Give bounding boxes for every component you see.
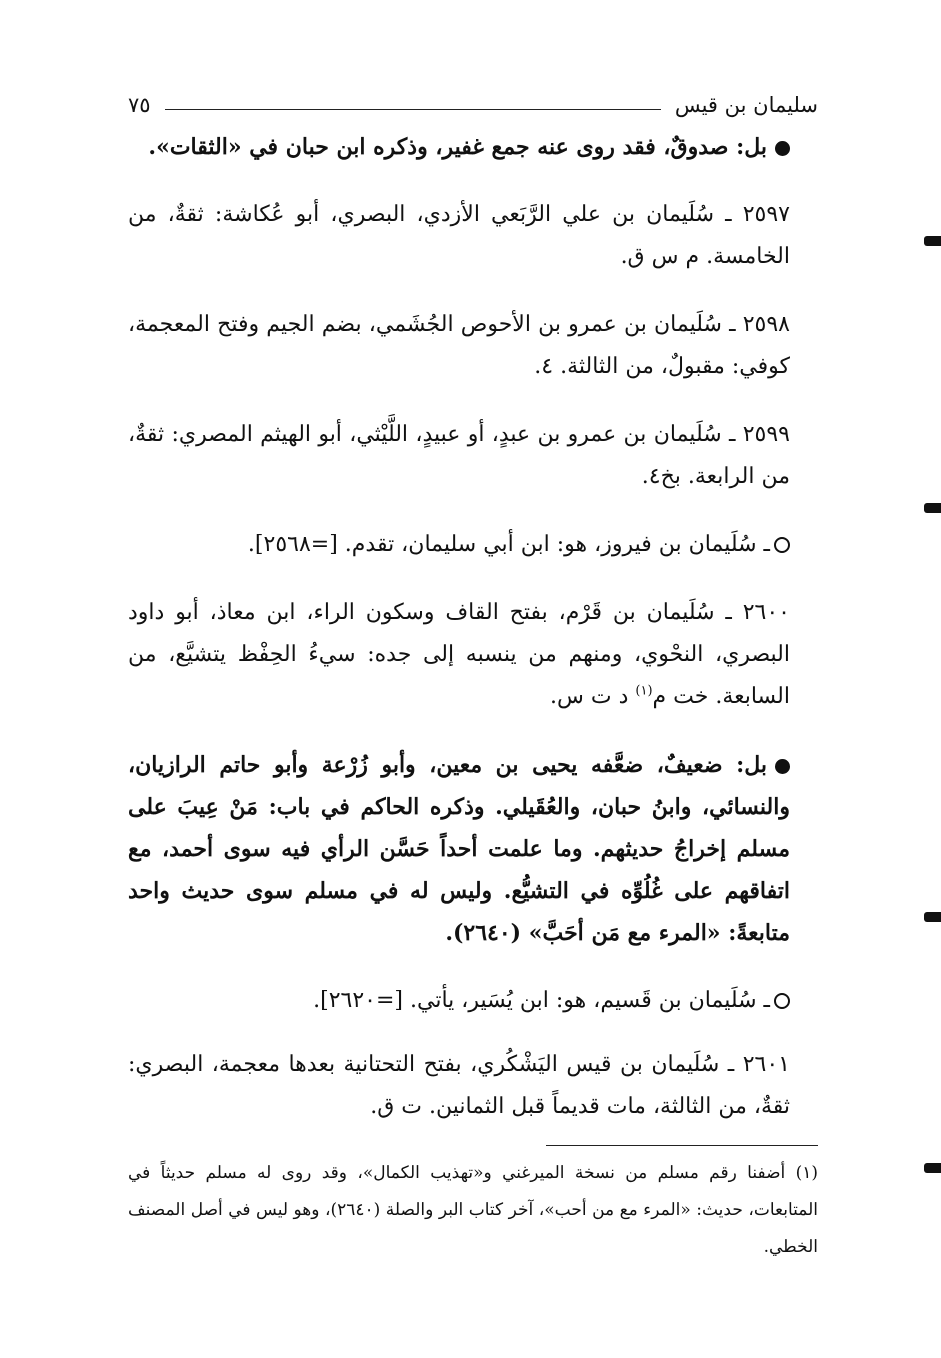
running-title: سليمان بن قيس xyxy=(674,93,818,117)
entry-text: ٢٥٩٧ ـ سُلَيمان بن علي الرَّبَعي الأزدي، البصري، أبو عُكاشة: ثقةٌ، من الخامسة. م س ق. xyxy=(128,202,790,269)
circle-icon xyxy=(774,537,790,553)
entry-2597 xyxy=(128,194,818,278)
bullet-icon xyxy=(775,141,790,156)
footnotes xyxy=(128,1155,818,1266)
entry-text: بل: صدوقٌ، فقد روى عنه جمع غفير، وذكره ابن حبان في «الثقات». xyxy=(148,134,767,160)
entry-comment-1 xyxy=(128,126,818,168)
main-text xyxy=(128,126,818,1154)
page-header xyxy=(128,88,818,122)
entry-2600 xyxy=(128,592,818,718)
margin-mark xyxy=(924,912,941,922)
entry-text: ـ سُلَيمان بن قَسيم، هو: ابن يُسَير، يأتي. [=٢٦٢٠]. xyxy=(313,988,770,1013)
entry-text-cont: د ت س. xyxy=(550,684,629,709)
margin-mark xyxy=(924,1163,941,1173)
footnote-rule xyxy=(546,1145,818,1146)
entry-text: ٢٥٩٨ ـ سُلَيمان بن عمرو بن الأحوص الجُشَمي، بضم الجيم وفتح المعجمة، كوفي: مقبولٌ، من الثالثة. ٤. xyxy=(128,312,790,379)
header-rule xyxy=(165,109,661,110)
margin-mark xyxy=(924,236,941,246)
entry-text: ٢٦٠٠ ـ سُلَيمان بن قَرْم، بفتح القاف وسكون الراء، ابن معاذ، أبو داود البصري، النحْوي، ومنهم من ينسبه إلى جده: سيءُ الحِفْظ يتشيَّع، من السابعة. خت م xyxy=(128,600,790,709)
margin-mark xyxy=(924,503,941,513)
entry-comment-2 xyxy=(128,744,818,954)
entry-text: ـ سُلَيمان بن فيروز، هو: ابن أبي سليمان، تقدم. [=٢٥٦٨]. xyxy=(247,532,770,557)
bullet-icon xyxy=(775,759,790,774)
entry-text: ٢٥٩٩ ـ سُلَيمان بن عمرو بن عبدٍ، أو عبيدٍ، اللَّيْثي، أبو الهيثم المصري: ثقةٌ، من الرابعة. بخ٤. xyxy=(128,422,790,489)
footnote-1: (١) أضفنا رقم مسلم من نسخة الميرغني و«تهذيب الكمال»، وقد روى له مسلم حديثاً في المتابعات، حديث: «المرء مع من أحب»، آخر كتاب البر والصلة (٢٦٤٠)، وهو ليس في أصل المصنف الخطي. xyxy=(128,1163,818,1257)
entry-2598 xyxy=(128,304,818,388)
circle-icon xyxy=(774,993,790,1009)
page-number: ٧٥ xyxy=(128,93,151,117)
footnote-ref: (١) xyxy=(635,683,653,699)
entry-2599 xyxy=(128,414,818,498)
entry-cross-ref-1 xyxy=(128,524,818,566)
entry-text: ٢٦٠١ ـ سُلَيمان بن قيس اليَشْكُري، بفتح التحتانية بعدها معجمة، البصري: ثقةٌ، من الثالثة، مات قديماً قبل الثمانين. ت ق. xyxy=(128,1052,790,1119)
entry-cross-ref-2 xyxy=(128,980,818,1022)
entry-text: بل: ضعيفٌ، ضعَّفه يحيى بن معين، وأبو زُرْعة وأبو حاتم الرازيان، والنسائي، وابنُ حبان، والعُقَيلي. وذكره الحاكم في باب: مَنْ عِيبَ على مسلم إخراجُ حديثهم. وما علمت أحداً حَسَّن الرأي فيه سوى أحمد، مع اتفاقهم على غُلُوِّه في التشيُّع. وليس له في مسلم سوى حديث واحد متابعةً: «المرء مع مَن أحَبَّ» (٢٦٤٠). xyxy=(128,752,790,946)
entry-2601 xyxy=(128,1044,818,1128)
